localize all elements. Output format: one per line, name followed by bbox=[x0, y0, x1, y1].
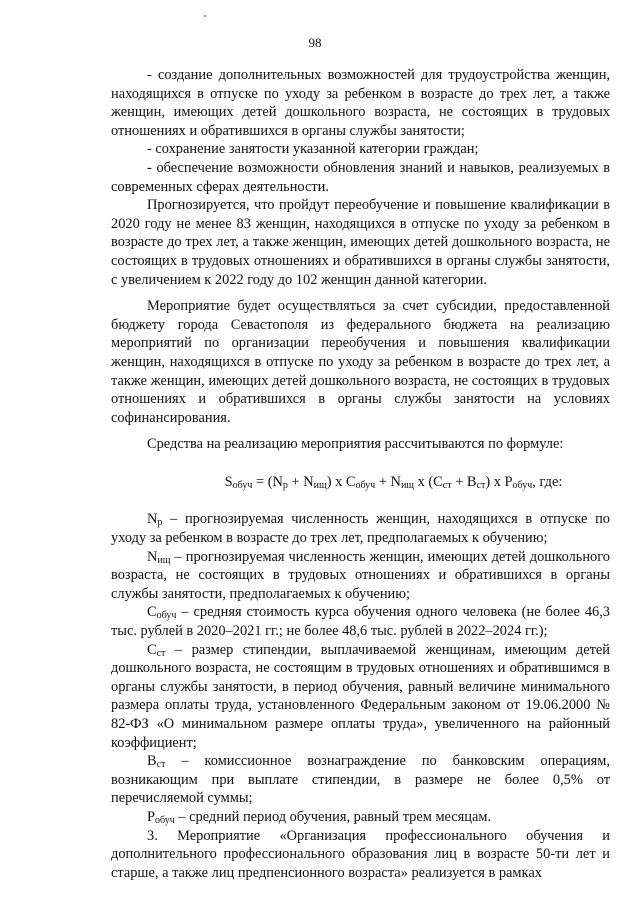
definition-bst: $B_{ст}$ – комиссионное вознаграждение по банковским операциям, возникающим при выплате стипендии, в размере не более 0,5% от перечисляемой суммы; bbox=[111, 753, 610, 807]
document-body bbox=[111, 66, 610, 882]
bullet-item: - сохранение занятости указанной категории граждан; bbox=[147, 141, 479, 158]
definition-np: $N_р$ – прогнозируемая численность женщин, находящихся в отпуске по уходу за ребенком в возрасте до трех лет, предполагаемых к обучению; bbox=[111, 511, 610, 547]
definition-cst: $C_{ст}$ – размер стипендии, выплачиваемой женщинам, имеющим детей дошкольного возраста, не состоящим в трудовых отношениях и обратившимся в органы службы занятости, в период обучения, равный величине минимального размера оплаты труда, установленного Федеральным законом от 19.06.2000 № 82-ФЗ «О минимальном размере оплаты труда», увеличенного на районный коэффициент; bbox=[111, 641, 610, 751]
scan-speck bbox=[204, 15, 206, 17]
definition-nish: $N_{ищ}$ – прогнозируемая численность женщин, имеющих детей дошкольного возраста, не состоящих в трудовых отношениях и обратившихся в органы службы занятости, предполагаемых к обучению; bbox=[111, 548, 610, 602]
paragraph-forecast: Прогнозируется, что пройдут переобучение и повышение квалификации в 2020 году не менее 83 женщин, находящихся в отпуске по уходу за ребенком в возрасте до трех лет, а также женщин, имеющих детей дошкольного возраста, не состоящих в трудовых отношениях и обратившихся в органы службы занятости, с увеличением к 2022 году до 102 женщин данной категории. bbox=[111, 197, 610, 288]
paragraph-item-3: 3. Мероприятие «Организация профессионального обучения и дополнительного профессионального образования лиц в возрасте 50-ти лет и старше, а также лиц предпенсионного возраста» реализуется в рамках bbox=[111, 827, 610, 881]
definition-pobuch: $P_{обуч}$ – средний период обучения, равный трем месяцам. bbox=[147, 808, 492, 826]
definition-cobuch: $C_{обуч}$ – средняя стоимость курса обучения одного человека (не более 46,3 тыс. рублей в 2020–2021 гг.; не более 48,6 тыс. рублей в 2022–2024 гг.); bbox=[111, 604, 610, 640]
paragraph-funding: Мероприятие будет осуществляться за счет субсидии, предоставленной бюджету города Севастополя из федерального бюджета на реализацию мероприятий по организации переобучения и повышения квалификации женщин, находящихся в отпуске по уходу за ребенком в возрасте до трех лет, а также женщин, имеющих детей дошкольного возраста, не состоящих в трудовых отношениях и обратившихся в органы службы занятости на условиях софинансирования. bbox=[111, 298, 610, 426]
page-number: 98 bbox=[308, 35, 322, 50]
bullet-item: - создание дополнительных возможностей для трудоустройства женщин, находящихся в отпуске по уходу за ребенком в возрасте до трех лет, а также женщин, имеющих детей дошкольного возраста, не состоящих в трудовых отношениях и обратившихся в органы службы занятости; bbox=[111, 67, 610, 139]
bullet-item: - обеспечение возможности обновления знаний и навыков, реализуемых в современных сферах деятельности. bbox=[111, 159, 610, 195]
paragraph-formula-intro: Средства на реализацию мероприятия рассчитываются по формуле: bbox=[147, 436, 564, 453]
formula: $S_{обуч} = (N_р + N_{ищ})$ x $C_{обуч} + N_{ищ}$ x $(C_{ст} + B_{ст})$ x $P_{обуч}$, где: bbox=[224, 473, 563, 491]
